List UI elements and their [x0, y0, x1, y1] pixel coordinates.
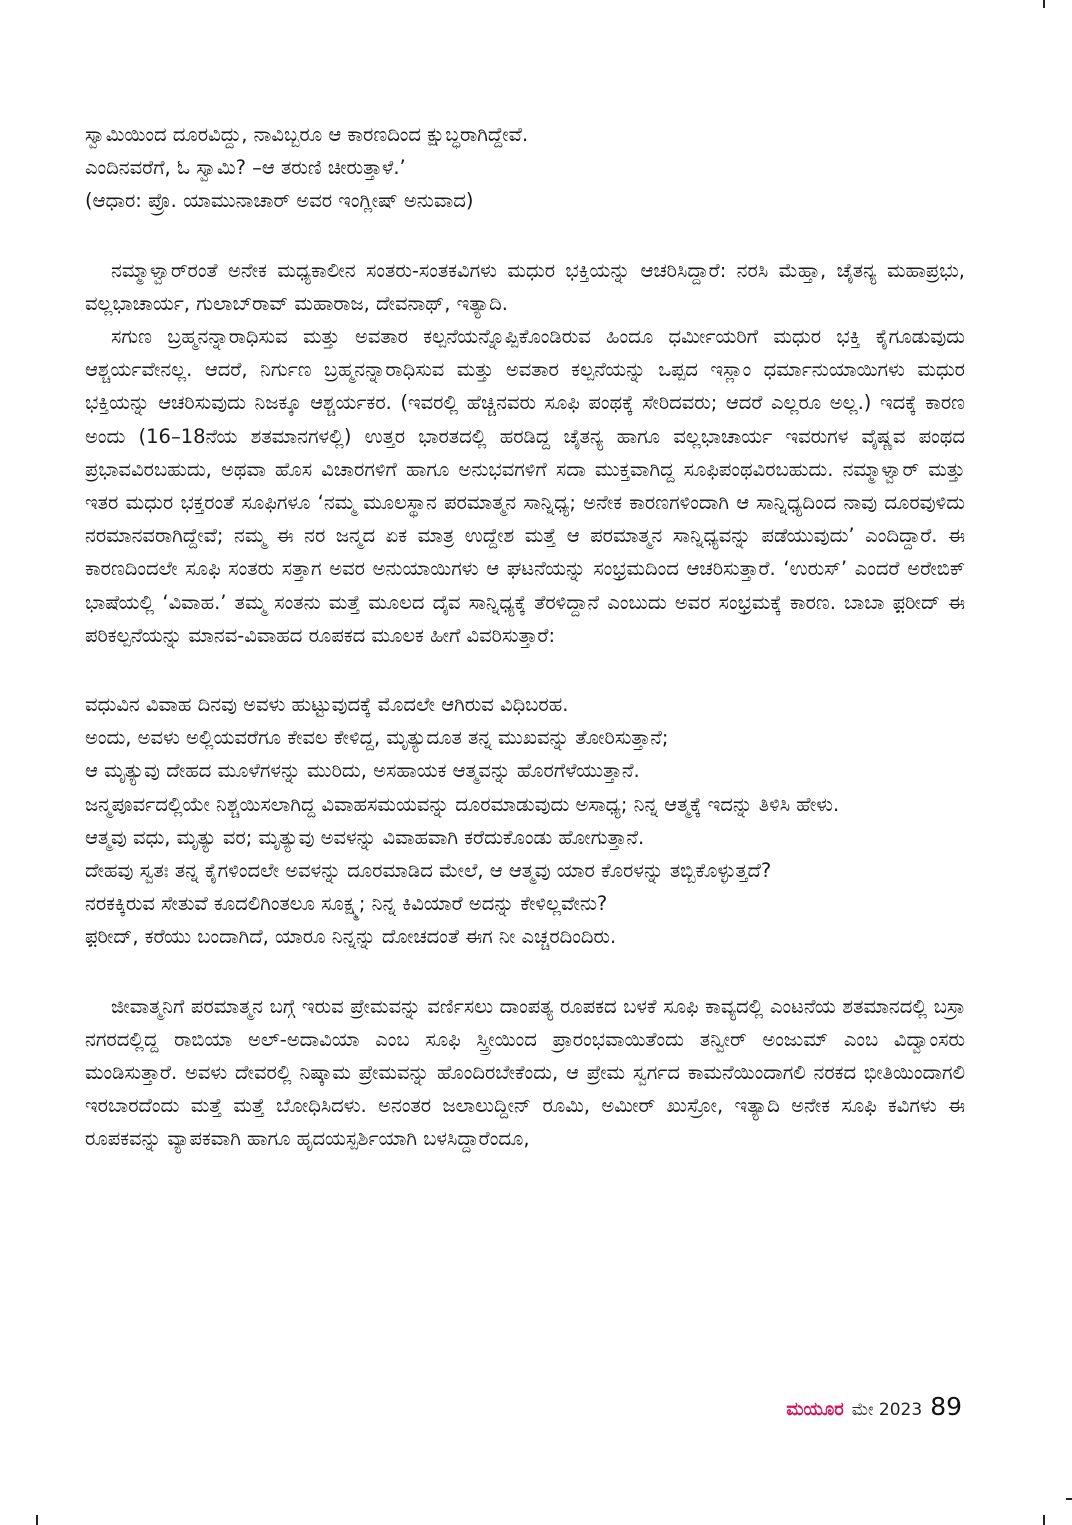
- quote-source: (ಆಧಾರ: ಪ್ರೊ. ಯಾಮುನಾಚಾರ್ ಅವರ ಇಂಗ್ಲೀಷ್ ಅನುವಾದ): [85, 189, 474, 213]
- poem-line: ಫ಼ರೀದ್, ಕರೆಯು ಬಂದಾಗಿದೆ, ಯಾರೂ ನಿನ್ನನ್ನು ದೋಚದಂತೆ ಈಗ ನೀ ಎಚ್ಚರದಿಂದಿರು.: [85, 925, 617, 949]
- poem-line: ಆ ಮೃತ್ಯುವು ದೇಹದ ಮೂಳೆಗಳನ್ನು ಮುರಿದು, ಅಸಹಾಯಕ ಆತ್ಮವನ್ನು ಹೊರಗೆಳೆಯುತ್ತಾನೆ.: [85, 759, 640, 783]
- poem: [85, 688, 965, 954]
- crop-mark-bottom-right: [1043, 1515, 1045, 1525]
- issue-date: ಮೇ 2023: [851, 1400, 923, 1420]
- crop-mark-right-edge: [1066, 1498, 1072, 1500]
- poem-line: ದೇಹವು ಸ್ವತಃ ತನ್ನ ಕೈಗಳಿಂದಲೇ ಅವಳನ್ನು ದೂರಮಾಡಿದ ಮೇಲೆ, ಆ ಆತ್ಮವು ಯಾರ ಕೊರಳನ್ನು ತಬ್ಬಿಕೊಳ್ಳುತ್ತದೆ?: [85, 859, 772, 883]
- quote-line: ಎಂದಿನವರೆಗೆ, ಓ ಸ್ವಾಮಿ? –ಆ ತರುಣಿ ಚೀರುತ್ತಾಳೆ.’: [85, 156, 406, 180]
- page-footer: [786, 1392, 962, 1421]
- poem-line: ನರಕಕ್ಕಿರುವ ಸೇತುವೆ ಕೂದಲಿಗಿಂತಲೂ ಸೂಕ್ಷ್ಮ; ನಿನ್ನ ಕಿವಿಯಾರೆ ಅದನ್ನು ಕೇಳಿಲ್ಲವೇನು?: [85, 892, 608, 916]
- paragraph-2: ಸಗುಣ ಬ್ರಹ್ಮನನ್ನಾರಾಧಿಸುವ ಮತ್ತು ಅವತಾರ ಕಲ್ಪನೆಯನ್ನೊಪ್ಪಿಕೊಂಡಿರುವ ಹಿಂದೂ ಧರ್ಮೀಯರಿಗೆ ಮಧುರ ಭಕ್ತಿ ಕೈಗೂಡುವುದು ಆಶ್ಚರ್ಯವೇನಲ್ಲ. ಆದರೆ, ನಿರ್ಗುಣ ಬ್ರಹ್ಮನನ್ನಾರಾಧಿಸುವ ಮತ್ತು ಅವತಾರ ಕಲ್ಪನೆಯನ್ನು ಒಪ್ಪದ ಇಸ್ಲಾಂ ಧರ್ಮಾನುಯಾಯಿಗಳು ಮಧುರ ಭಕ್ತಿಯನ್ನು ಆಚರಿಸುವುದು ನಿಜಕ್ಕೂ ಆಶ್ಚರ್ಯಕರ. (ಇವರಲ್ಲಿ ಹೆಚ್ಚಿನವರು ಸೂಫಿ ಪಂಥಕ್ಕೆ ಸೇರಿದವರು; ಆದರೆ ಎಲ್ಲರೂ ಅಲ್ಲ.) ಇದಕ್ಕೆ ಕಾರಣ ಅಂದು (16–18ನೆಯ ಶತಮಾನಗಳಲ್ಲಿ) ಉತ್ತರ ಭಾರತದಲ್ಲಿ ಹರಡಿದ್ದ ಚೈತನ್ಯ ಹಾಗೂ ವಲ್ಲಭಾಚಾರ್ಯ ಇವರುಗಳ ವೈಷ್ಣವ ಪಂಥದ ಪ್ರಭಾವವಿರಬಹುದು, ಅಥವಾ ಹೊಸ ವಿಚಾರಗಳಿಗೆ ಹಾಗೂ ಅನುಭವಗಳಿಗೆ ಸದಾ ಮುಕ್ತವಾಗಿದ್ದ ಸೂಫಿಪಂಥವಿರಬಹುದು. ನಮ್ಮಾಳ್ವಾರ್ ಮತ್ತು ಇತರ ಮಧುರ ಭಕ್ತರಂತೆ ಸೂಫಿಗಳೂ ‘ನಮ್ಮ ಮೂಲಸ್ಥಾನ ಪರಮಾತ್ಮನ ಸಾನ್ನಿಧ್ಯ; ಅನೇಕ ಕಾರಣಗಳಿಂದಾಗಿ ಆ ಸಾನ್ನಿಧ್ಯದಿಂದ ನಾವು ದೂರವುಳಿದು ನರಮಾನವರಾಗಿದ್ದೇವೆ; ನಮ್ಮ ಈ ನರ ಜನ್ಮದ ಏಕ ಮಾತ್ರ ಉದ್ದೇಶ ಮತ್ತೆ ಆ ಪರಮಾತ್ಮನ ಸಾನ್ನಿಧ್ಯವನ್ನು ಪಡೆಯುವುದು’ ಎಂದಿದ್ದಾರೆ. ಈ ಕಾರಣದಿಂದಲೇ ಸೂಫಿ ಸಂತರು ಸತ್ತಾಗ ಅವರ ಅನುಯಾಯಿಗಳು ಆ ಘಟನೆಯನ್ನು ಸಂಭ್ರಮದಿಂದ ಆಚರಿಸುತ್ತಾರೆ. ‘ಉರುಸ್’ ಎಂದರೆ ಅರೇಬಿಕ್ ಭಾಷೆಯಲ್ಲಿ ‘ವಿವಾಹ.’ ತಮ್ಮ ಸಂತನು ಮತ್ತೆ ಮೂಲದ ದೈವ ಸಾನ್ನಿಧ್ಯಕ್ಕೆ ತೆರಳಿದ್ದಾನೆ ಎಂಬುದು ಅವರ ಸಂಭ್ರಮಕ್ಕೆ ಕಾರಣ. ಬಾಬಾ ಫ಼ರೀದ್ ಈ ಪರಿಕಲ್ಪನೆಯನ್ನು ಮಾನವ-ವಿವಾಹದ ರೂಪಕದ ಮೂಲಕ ಹೀಗೆ ವಿವರಿಸುತ್ತಾರೆ:: [85, 325, 965, 647]
- crop-mark-bottom-left: [36, 1515, 38, 1525]
- paragraph-3: ಜೀವಾತ್ಮನಿಗೆ ಪರಮಾತ್ಮನ ಬಗ್ಗೆ ಇರುವ ಪ್ರೇಮವನ್ನು ವರ್ಣಿಸಲು ದಾಂಪತ್ಯ ರೂಪಕದ ಬಳಕೆ ಸೂಫಿ ಕಾವ್ಯದಲ್ಲಿ ಎಂಟನೆಯ ಶತಮಾನದಲ್ಲಿ ಬಸ್ರಾ ನಗರದಲ್ಲಿದ್ದ ರಾಬಿಯಾ ಅಲ್-ಅದಾವಿಯಾ ಎಂಬ ಸೂಫಿ ಸ್ತ್ರೀಯಿಂದ ಪ್ರಾರಂಭವಾಯಿತೆಂದು ತನ್ವೀರ್ ಅಂಜುಮ್ ಎಂಬ ವಿದ್ವಾಂಸರು ಮಂಡಿಸುತ್ತಾರೆ. ಅವಳು ದೇವರಲ್ಲಿ ನಿಷ್ಕಾಮ ಪ್ರೇಮವನ್ನು ಹೊಂದಿರಬೇಕೆಂದು, ಆ ಪ್ರೇಮ ಸ್ವರ್ಗದ ಕಾಮನೆಯಿಂದಾಗಲಿ ನರಕದ ಭೀತಿಯಿಂದಾಗಲಿ ಇರಬಾರದೆಂದು ಮತ್ತೆ ಮತ್ತೆ ಬೋಧಿಸಿದಳು. ಅನಂತರ ಜಲಾಲುದ್ದೀನ್ ರೂಮಿ, ಅಮೀರ್ ಖುಸ್ರೋ, ಇತ್ಯಾದಿ ಅನೇಕ ಸೂಫಿ ಕವಿಗಳು ಈ ರೂಪಕವನ್ನು ವ್ಯಾಪಕವಾಗಿ ಹಾಗೂ ಹೃದಯಸ್ಪರ್ಶಿಯಾಗಿ ಬಳಸಿದ್ದಾರೆಂದೂ,: [85, 994, 965, 1151]
- article-page: [85, 118, 965, 1156]
- paragraph-1: ನಮ್ಮಾಳ್ವಾರ್‌ರಂತೆ ಅನೇಕ ಮಧ್ಯಕಾಲೀನ ಸಂತರು-ಸಂತಕವಿಗಳು ಮಧುರ ಭಕ್ತಿಯನ್ನು ಆಚರಿಸಿದ್ದಾರೆ: ನರಸಿ ಮೆಹ್ತಾ, ಚೈತನ್ಯ ಮಹಾಪ್ರಭು, ವಲ್ಲಭಾಚಾರ್ಯ, ಗುಲಾಬ್‌ರಾವ್ ಮಹಾರಾಜ, ದೇವನಾಥ್, ಇತ್ಯಾದಿ.: [85, 258, 965, 315]
- page-number: 89: [930, 1392, 962, 1421]
- poem-line: ಆತ್ಮವು ವಧು, ಮೃತ್ಯು ವರ; ಮೃತ್ಯುವು ಅವಳನ್ನು ವಿವಾಹವಾಗಿ ಕರೆದುಕೊಂಡು ಹೋಗುತ್ತಾನೆ.: [85, 825, 645, 849]
- crop-mark-top: [1043, 0, 1045, 8]
- poem-line: ವಧುವಿನ ವಿವಾಹ ದಿನವು ಅವಳು ಹುಟ್ಟುವುದಕ್ಕೆ ಮೊದಲೇ ಆಗಿರುವ ವಿಧಿಬರಹ.: [85, 693, 569, 717]
- magazine-name: ಮಯೂರ: [786, 1399, 844, 1420]
- poem-line: ಅಂದು, ಅವಳು ಅಲ್ಲಿಯವರೆಗೂ ಕೇವಲ ಕೇಳಿದ್ದ, ಮೃತ್ಯುದೂತ ತನ್ನ ಮುಖವನ್ನು ತೋರಿಸುತ್ತಾನೆ;: [85, 726, 669, 750]
- quote-line: ಸ್ವಾಮಿಯಿಂದ ದೂರವಿದ್ದು, ನಾವಿಬ್ಬರೂ ಆ ಕಾರಣದಿಂದ ಕ್ಷುಬ್ಧರಾಗಿದ್ದೇವೆ.: [85, 123, 529, 146]
- poem-line: ಜನ್ಮಪೂರ್ವದಲ್ಲಿಯೇ ನಿಶ್ಚಯಿಸಲಾಗಿದ್ದ ವಿವಾಹಸಮಯವನ್ನು ದೂರಮಾಡುವುದು ಅಸಾಧ್ಯ; ನಿನ್ನ ಆತ್ಮಕ್ಕೆ ಇದನ್ನು ತಿಳಿಸಿ ಹೇಳು.: [85, 792, 840, 816]
- quote-top: [85, 118, 965, 218]
